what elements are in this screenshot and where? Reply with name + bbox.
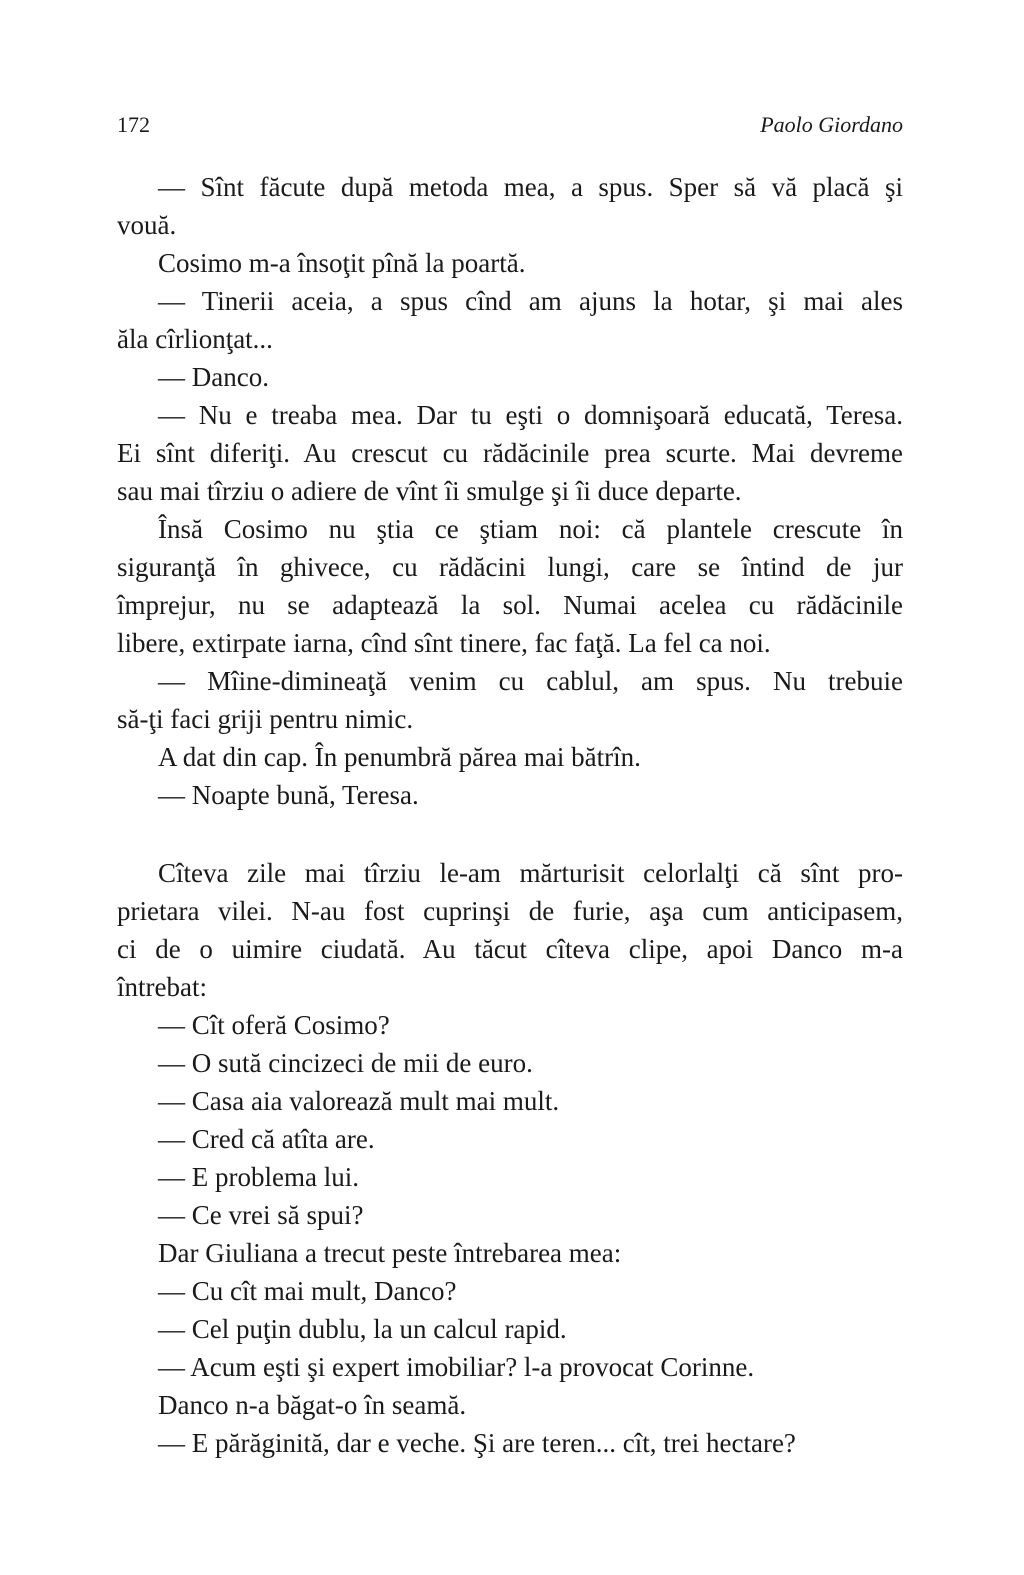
text-line: împrejur, nu se adaptează la sol. Numai acelea cu rădăcinile bbox=[117, 590, 903, 620]
text-line: întrebat: bbox=[117, 972, 207, 1002]
text-line: siguranţă în ghivece, cu rădăcini lungi, care se întind de jur bbox=[117, 552, 903, 582]
text-line: Ei sînt diferiţi. Au crescut cu rădăcinile prea scurte. Mai devreme bbox=[117, 438, 903, 468]
text-line: Cîteva zile mai tîrziu le-am mărturisit celorlalţi că sînt pro- bbox=[158, 858, 903, 888]
page-number: 172 bbox=[117, 112, 150, 137]
text-line: — E părăginită, dar e veche. Şi are teren... cît, trei hectare? bbox=[158, 1428, 796, 1458]
page-body-text bbox=[117, 168, 903, 1462]
text-line: vouă. bbox=[117, 210, 177, 240]
text-line: — Danco. bbox=[158, 362, 269, 392]
text-line: să-ţi faci griji pentru nimic. bbox=[117, 704, 414, 734]
running-header-author: Paolo Giordano bbox=[760, 112, 903, 137]
text-line: — Noapte bună, Teresa. bbox=[158, 780, 419, 810]
text-line: prietara vilei. N-au fost cuprinşi de furie, aşa cum anticipasem, bbox=[117, 896, 903, 926]
text-line: — Sînt făcute după metoda mea, a spus. Sper să vă placă şi bbox=[158, 172, 903, 202]
text-line: ci de o uimire ciudată. Au tăcut cîteva clipe, apoi Danco m-a bbox=[117, 934, 903, 964]
text-line: Însă Cosimo nu ştia ce ştiam noi: că plantele crescute în bbox=[158, 514, 903, 544]
text-line: — Cred că atîta are. bbox=[158, 1124, 375, 1154]
text-line: Cosimo m-a însoţit pînă la poartă. bbox=[158, 248, 526, 278]
text-line: Dar Giuliana a trecut peste întrebarea mea: bbox=[158, 1238, 622, 1268]
text-line: — Ce vrei să spui? bbox=[158, 1200, 364, 1230]
text-line: A dat din cap. În penumbră părea mai bătrîn. bbox=[158, 742, 641, 772]
text-line: — Acum eşti şi expert imobiliar? l-a provocat Corinne. bbox=[158, 1352, 755, 1382]
text-line: — Cît oferă Cosimo? bbox=[158, 1010, 390, 1040]
text-line: sau mai tîrziu o adiere de vînt îi smulge şi îi duce departe. bbox=[117, 476, 742, 506]
text-line: — Mîine-dimineaţă venim cu cablul, am spus. Nu trebuie bbox=[158, 666, 903, 696]
text-line: libere, extirpate iarna, cînd sînt tinere, fac faţă. La fel ca noi. bbox=[117, 628, 771, 658]
text-line: — Cu cît mai mult, Danco? bbox=[158, 1276, 457, 1306]
text-line: — Tinerii aceia, a spus cînd am ajuns la hotar, şi mai ales bbox=[158, 286, 903, 316]
text-line: — Casa aia valorează mult mai mult. bbox=[158, 1086, 560, 1116]
text-line: — O sută cincizeci de mii de euro. bbox=[158, 1048, 533, 1078]
text-line: — Cel puţin dublu, la un calcul rapid. bbox=[158, 1314, 567, 1344]
text-line: — Nu e treaba mea. Dar tu eşti o domnişoară educată, Teresa. bbox=[158, 400, 903, 430]
text-line: — E problema lui. bbox=[158, 1162, 359, 1192]
text-line: ăla cîrlionţat... bbox=[117, 324, 273, 354]
paragraph-break bbox=[117, 814, 903, 854]
text-line: Danco n-a băgat-o în seamă. bbox=[158, 1390, 467, 1420]
